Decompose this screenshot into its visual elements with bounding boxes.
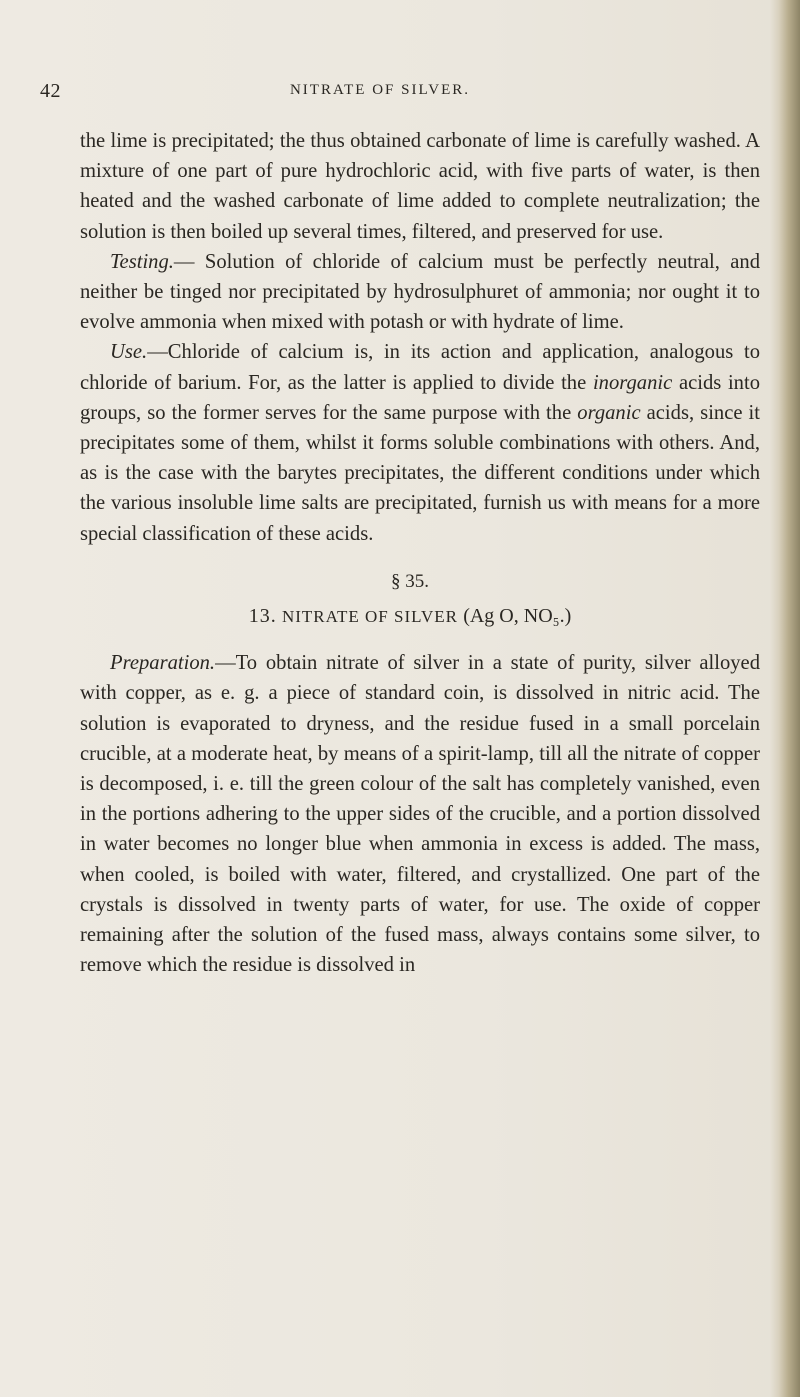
page-number: 42: [40, 80, 61, 102]
running-head: [40, 80, 720, 110]
paragraph-preparation: [80, 648, 760, 980]
heading-formula: (Ag O, NO₅.): [463, 605, 572, 628]
run-in-use: Use.: [110, 341, 148, 364]
paragraph-testing: [80, 247, 760, 338]
paragraph-lime-carbonate: the lime is precipitated; the thus obtained carbonate of lime is carefully washed. A mixture of one part of pure hydrochloric acid, with five parts of water, is then heated and the washed carbonate of lime added to complete neutralization; the solution is then boiled up several times, filtered, and preserved for use.: [80, 130, 760, 243]
section-heading: [80, 601, 760, 632]
use-text-1: —Chloride of calcium is, in its action and application, analogous to chloride of barium. For, as the latter is applied to divide the: [80, 341, 760, 394]
running-title: NITRATE OF SILVER.: [289, 82, 471, 98]
heading-title: NITRATE OF SILVER: [281, 607, 458, 627]
testing-text: — Solution of chloride of calcium must be perfectly neutral, and neither be tinged nor precipitated by hydrosulphuret of ammonia; nor ought it to evolve ammonia when mixed with potash or with hydrate of lime.: [80, 250, 760, 334]
use-italic-organic: organic: [577, 401, 641, 424]
body-text: [80, 126, 760, 980]
use-italic-inorganic: inorganic: [592, 371, 673, 394]
paragraph-use: [80, 337, 760, 548]
use-text-2: acids into groups, so the former serves for the same purpose with the: [80, 371, 760, 424]
heading-number: 13.: [248, 605, 277, 628]
page-edge-shadow: [770, 0, 800, 1397]
preparation-text: —To obtain nitrate of silver in a state of purity, silver alloyed with copper, as e. g. a piece of standard coin, is dissolved in nitric acid. The solution is evaporated to dryness, and the residue fused in a small porcelain crucible, at a moderate heat, by means of a spirit-lamp, till all the nitrate of copper is decomposed, i. e. till the green colour of the salt has completely vanished, even in the portions adhering to the upper sides of the crucible, and a portion dissolved in water becomes no longer blue when ammonia in excess is added. The mass, when cooled, is boiled with water, filtered, and crystallized. One part of the crystals is dissolved in twenty parts of water, for use. The oxide of copper remaining after the solution of the fused mass, always contains some silver, to remove which the residue is dissolved in: [80, 652, 760, 977]
run-in-testing: Testing.: [110, 250, 174, 273]
run-in-preparation: Preparation.: [110, 652, 216, 675]
section-mark: § 35.: [391, 570, 429, 592]
use-text-3: acids, since it precipitates some of them, whilst it forms soluble combinations with others. And, as is the case with the barytes precipitates, the different conditions under which the various insoluble lime salts are precipitated, furnish us with means for a more special classification of these acids.: [80, 401, 760, 545]
